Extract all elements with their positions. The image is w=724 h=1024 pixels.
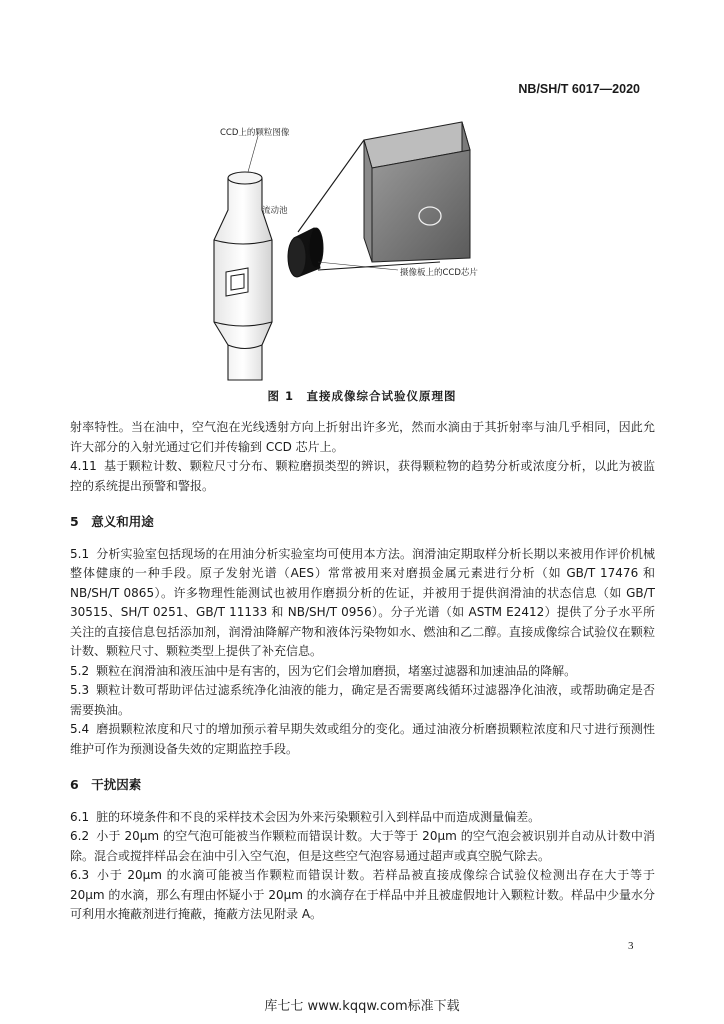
figure-caption: 图 1 直接成像综合试验仪原理图: [267, 389, 457, 403]
label-flow-cell: 流动池: [262, 206, 288, 216]
section-6-heading: 6 干扰因素: [70, 777, 142, 792]
clause-5-4: [70, 720, 655, 759]
footer-watermark: 库七七 www.kqqw.com标准下载: [264, 999, 460, 1014]
lens: [288, 228, 323, 277]
clause-4-11: [70, 457, 655, 496]
clause-5-1: [70, 545, 655, 662]
clause-6-3: [70, 866, 655, 925]
principle-diagram: [0, 0, 724, 400]
clause-5-3: [70, 681, 655, 720]
flow-window: [226, 268, 248, 296]
document-body: [70, 418, 655, 925]
ccd-box: [364, 122, 470, 262]
clause-number: 5.4: [70, 722, 90, 736]
label-ccd-image: CCD上的颗粒图像: [220, 128, 290, 138]
clause-text: 小于 20μm 的水滴可能被当作颗粒而错误计数。若样品被直接成像综合试验仪检测出存在大于等于 20μm 的水滴，那么有理由怀疑小于 20μm 的水滴存在于样品中并且被虚假地计入颗粒计数。样品中少量水分可利用水掩蔽剂进行掩蔽，掩蔽方法见附录 A。: [70, 868, 655, 921]
clause-number: 4.11: [70, 459, 97, 473]
clause-text: 磨损颗粒浓度和尺寸的增加预示着早期失效或组分的变化。通过油液分析磨损颗粒浓度和尺寸进行预测性维护可作为预测设备失效的定期监控手段。: [70, 722, 655, 756]
section-5-heading: 5 意义和用途: [70, 514, 154, 529]
clause-text: 小于 20μm 的空气泡可能被当作颗粒而错误计数。大于等于 20μm 的空气泡会被识别并自动从计数中消除。混合或搅拌样品会在油中引入空气泡，但是这些空气泡容易通过超声或真空脱气除去。: [70, 829, 655, 863]
clause-number: 6.1: [70, 809, 90, 824]
clause-number: 5.3: [70, 683, 90, 697]
clause-number: 5.1: [70, 546, 90, 561]
label-ccd-chip: 摄像板上的CCD芯片: [400, 268, 478, 278]
clause-text: 颗粒计数可帮助评估过滤系统净化油液的能力，确定是否需要离线循环过滤器净化油液，或帮助确定是否需要换油。: [70, 683, 655, 717]
clause-text: 基于颗粒计数、颗粒尺寸分布、颗粒磨损类型的辨识，获得颗粒物的趋势分析或浓度分析，以此为被监控的系统提出预警和警报。: [70, 459, 655, 493]
clause-6-1: [70, 808, 655, 828]
clause-text: 颗粒在润滑油和液压油中是有害的，因为它们会增加磨损，堵塞过滤器和加速油品的降解。: [96, 663, 577, 678]
standard-code: NB/SH/T 6017—2020: [518, 82, 640, 96]
clause-number: 6.3: [70, 868, 90, 882]
clause-number: 6.2: [70, 829, 90, 843]
continued-paragraph: 射率特性。当在油中，空气泡在光线透射方向上折射出许多光，然而水滴由于其折射率与油几乎相同，因此允许大部分的入射光通过它们并传输到 CCD 芯片上。: [70, 420, 655, 454]
figure-1: [0, 0, 724, 403]
page-number: 3: [628, 940, 634, 952]
clause-text: 脏的环境条件和不良的采样技术会因为外来污染颗粒引入到样品中而造成测量偏差。: [96, 809, 541, 824]
clause-5-2: [70, 662, 655, 682]
clause-6-2: [70, 827, 655, 866]
clause-text: 分析实验室包括现场的在用油分析实验室均可使用本方法。润滑油定期取样分析长期以来被用作评价机械整体健康的一种手段。原子发射光谱（AES）常常被用来对磨损金属元素进行分析（如 GB/T 17476 和 NB/SH/T 0865）。许多物理性能测试也被用作磨损分析的佐证，并被用于提供润滑油的状态信息（如 GB/T 30515、SH/T 0251、GB/T 11133 和 NB/SH/T 0956）。分子光谱（如 ASTM E2412）提供了分子水平所关注的直接信息包括添加剂，润滑油降解产物和液体污染物如水、燃油和乙二醇。直接成像综合试验仪在颗粒计数、颗粒尺寸、颗粒类型上提供了补充信息。: [70, 546, 655, 658]
clause-number: 5.2: [70, 663, 90, 678]
